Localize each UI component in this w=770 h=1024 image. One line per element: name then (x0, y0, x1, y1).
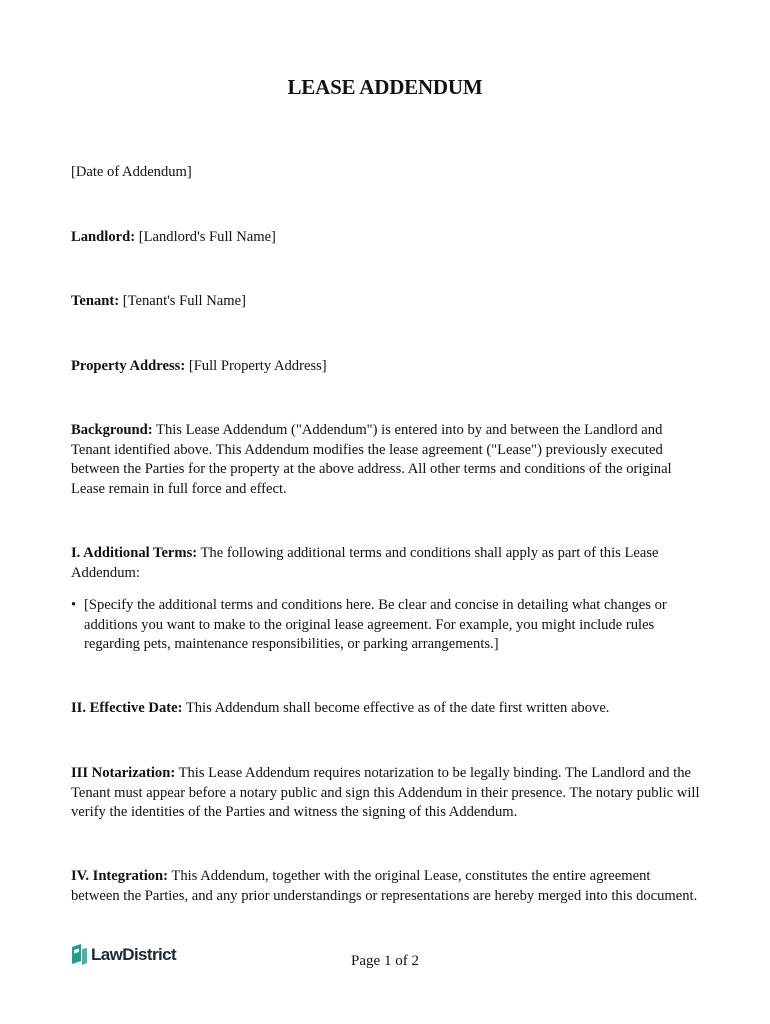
additional-terms-text: The following additional terms and conditions shall apply as part of this Lease Addendum: (71, 545, 659, 581)
background-label: Background: (71, 422, 153, 438)
background-paragraph (71, 421, 701, 499)
property-line (71, 357, 701, 377)
logo-text: LawDistrict (91, 945, 177, 965)
notarization-text: This Lease Addendum requires notarization to be legally binding. The Landlord and the Tenant must appear before a notary public and sign this Addendum in their presence. The notary public will verify the identities of the Parties and witness the signing of this Addendum. (71, 765, 700, 821)
tenant-label: Tenant: (71, 293, 120, 309)
tenant-value: [Tenant's Full Name] (119, 293, 246, 309)
additional-terms-bullet (71, 596, 701, 655)
notarization-paragraph (71, 764, 701, 823)
landlord-line (71, 228, 701, 248)
integration-paragraph (71, 867, 701, 906)
integration-label: IV. Integration: (71, 868, 169, 884)
document-title: LEASE ADDENDUM (287, 75, 483, 99)
integration-text: This Addendum, together with the original Lease, constitutes the entire agreement between the Parties, and any prior understandings or representations are hereby merged into this document. (71, 868, 698, 904)
landlord-value: [Landlord's Full Name] (135, 229, 276, 245)
bullet-marker: • (71, 597, 77, 613)
effective-date-label: II. Effective Date: (71, 700, 183, 716)
effective-date-paragraph (71, 699, 701, 719)
tenant-line (71, 292, 701, 312)
additional-terms-paragraph (71, 544, 701, 583)
page-number: Page 1 of 2 (351, 953, 419, 969)
additional-terms-bullet-text: [Specify the additional terms and conditions here. Be clear and concise in detailing what changes or additions you want to make to the original lease agreement. For example, you might include rules regarding pets, maintenance responsibilities, or parking arrangements.] (84, 597, 667, 653)
background-text: This Lease Addendum ("Addendum") is entered into by and between the Landlord and Tenant identified above. This Addendum modifies the lease agreement ("Lease") previously executed between the Parties for the property at the above address. All other terms and conditions of the original Lease remain in full force and effect. (71, 422, 672, 497)
date-placeholder: [Date of Addendum] (71, 164, 192, 180)
property-label: Property Address: (71, 358, 186, 374)
additional-terms-label: I. Additional Terms: (71, 545, 198, 561)
notarization-label: III Notarization: (71, 765, 176, 781)
property-value: [Full Property Address] (185, 358, 327, 374)
landlord-label: Landlord: (71, 229, 136, 245)
effective-date-text: This Addendum shall become effective as of the date first written above. (182, 700, 610, 716)
